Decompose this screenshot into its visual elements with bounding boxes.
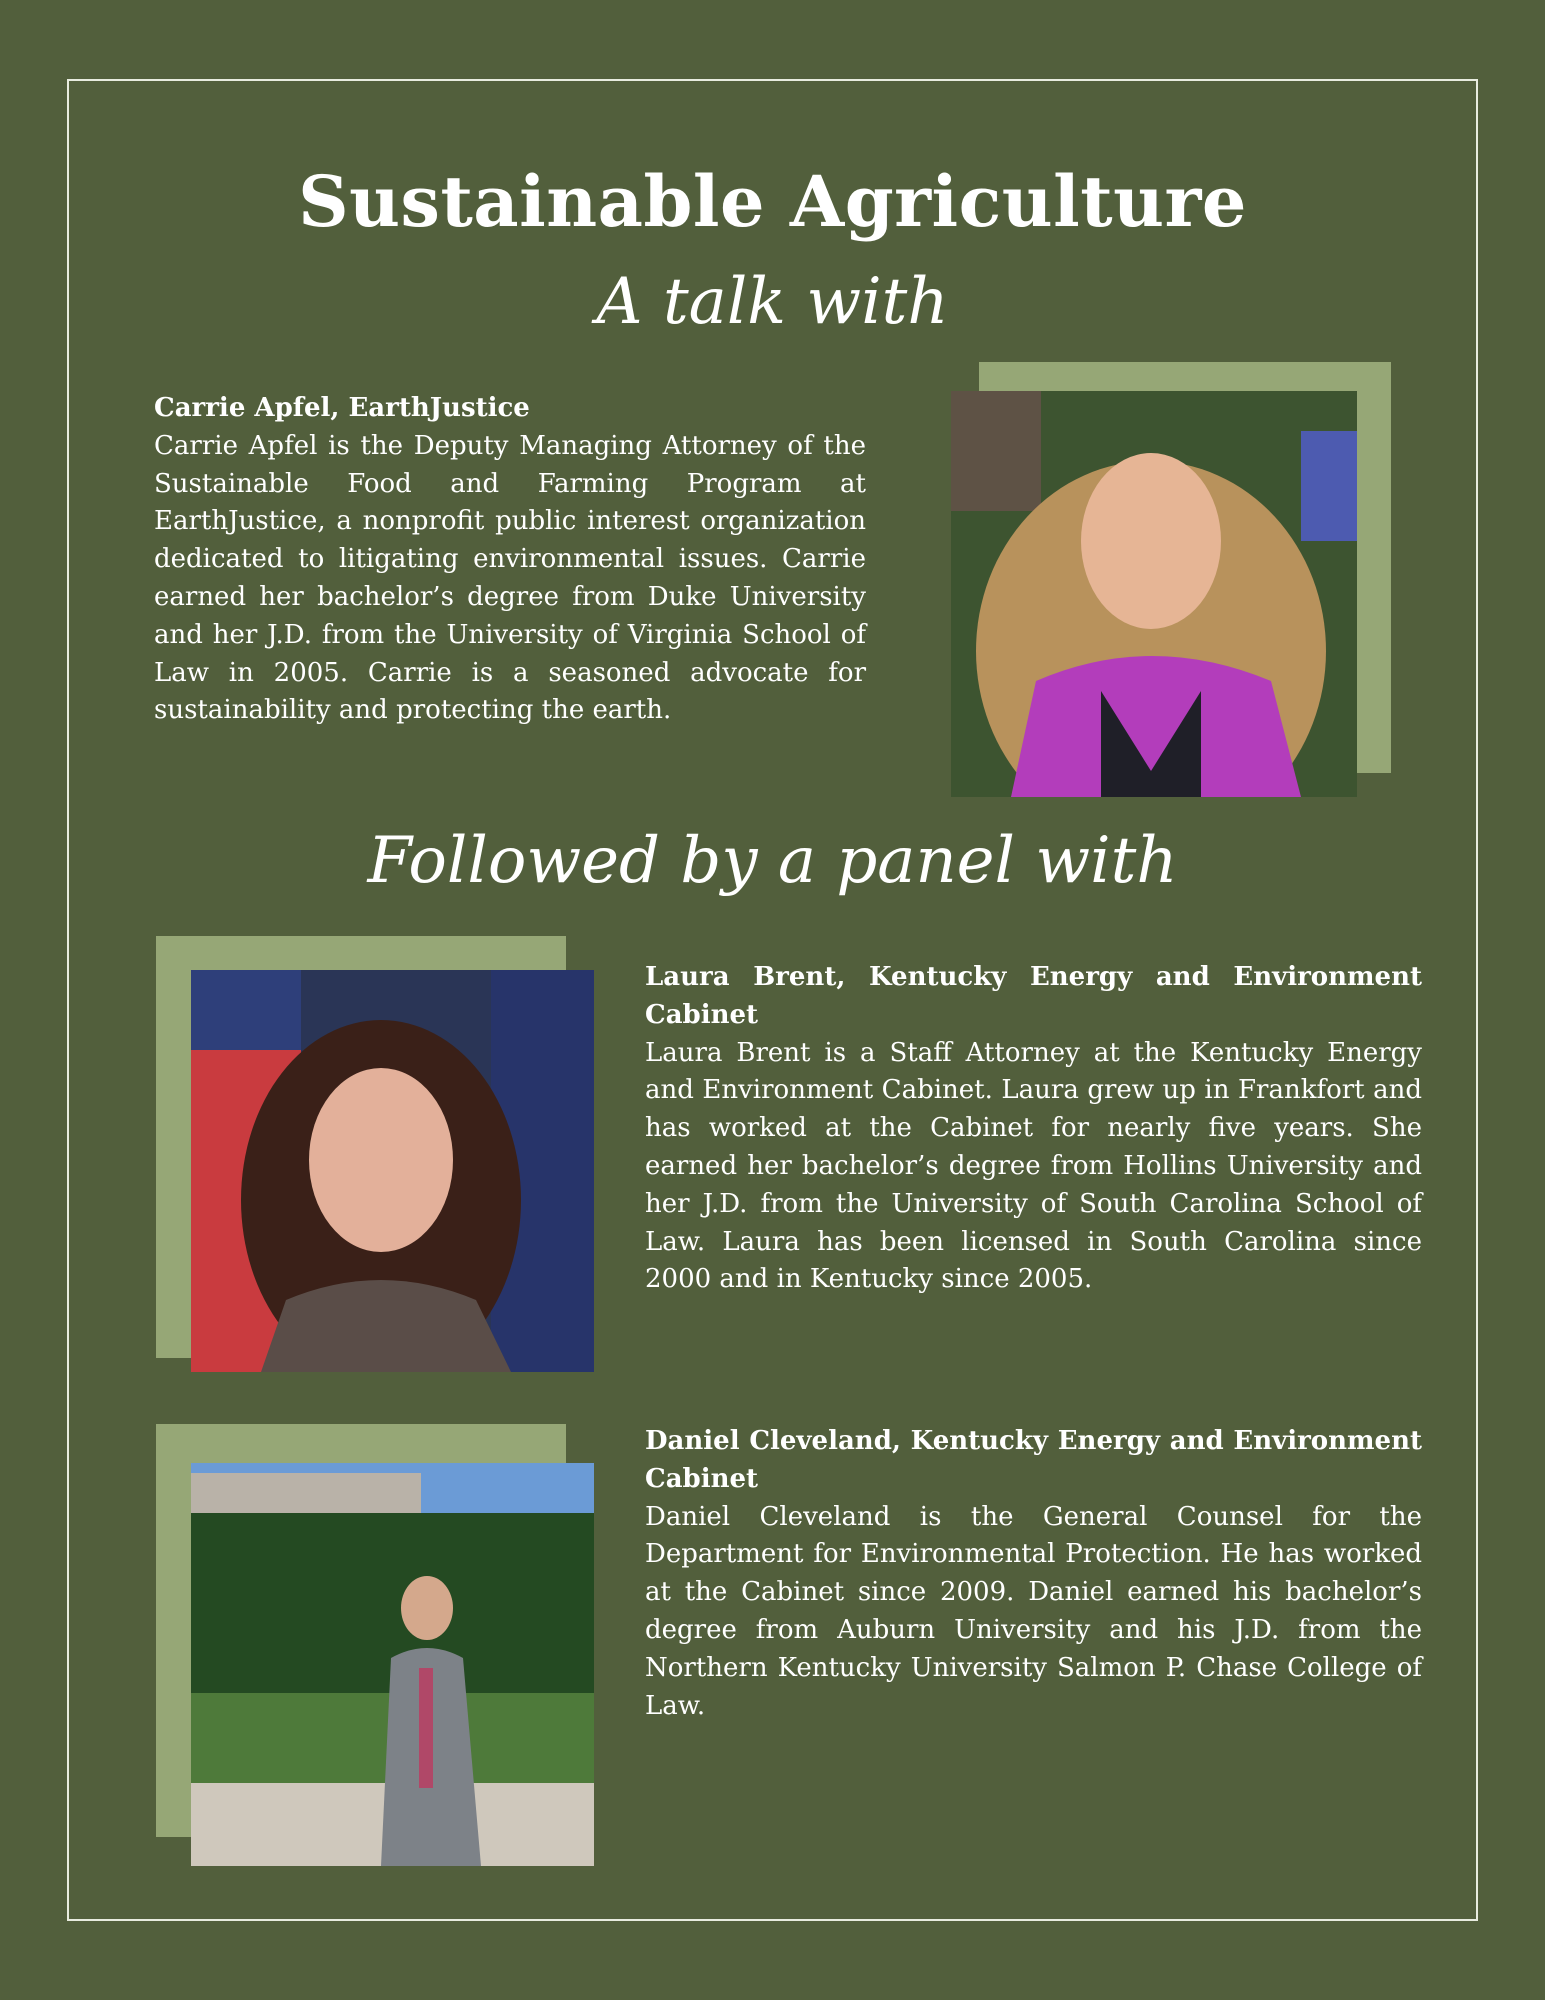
speaker-bio-carrie bbox=[154, 390, 866, 730]
speaker-description: Daniel Cleveland is the General Counsel for the Department for Environmental Protection. He has worked at the Cabinet since 2009. Daniel earned his bachelor’s degree from Auburn University and his J.D. from the Northern Kentucky University Salmon P. Chase College of Law. bbox=[645, 1501, 1422, 1721]
speaker-name: Carrie Apfel, EarthJustice bbox=[154, 393, 530, 423]
speaker-description: Carrie Apfel is the Deputy Managing Attorney of the Sustainable Food and Farming Program at EarthJustice, a nonprofit public interest organization dedicated to litigating environmental issues. Carrie earned her bachelor’s degree from Duke University and her J.D. from the University of Virginia School of Law in 2005. Carrie is a seasoned advocate for sustainability and protecting the earth. bbox=[154, 430, 866, 726]
speaker-photo-laura bbox=[191, 970, 594, 1372]
speaker-description: Laura Brent is a Staff Attorney at the Kentucky Energy and Environment Cabinet. Laura grew up in Frankfort and has worked at the Cabinet for nearly five years. She earned her bachelor’s degree from Hollins University and her J.D. from the University of South Carolina School of Law. Laura has been licensed in South Carolina since 2000 and in Kentucky since 2005. bbox=[645, 1037, 1422, 1295]
speaker-bio-daniel bbox=[645, 1423, 1422, 1725]
speaker-name: Daniel Cleveland, Kentucky Energy and Environment Cabinet bbox=[645, 1426, 1422, 1494]
speaker-photo-carrie bbox=[951, 391, 1357, 797]
event-title: Sustainable Agriculture bbox=[298, 160, 1247, 243]
speaker-name: Laura Brent, Kentucky Energy and Environment Cabinet bbox=[645, 962, 1422, 1030]
panel-heading: Followed by a panel with bbox=[367, 824, 1178, 898]
speaker-bio-laura bbox=[645, 959, 1422, 1299]
speaker-photo-daniel bbox=[191, 1463, 594, 1866]
talk-heading: A talk with bbox=[596, 265, 949, 339]
